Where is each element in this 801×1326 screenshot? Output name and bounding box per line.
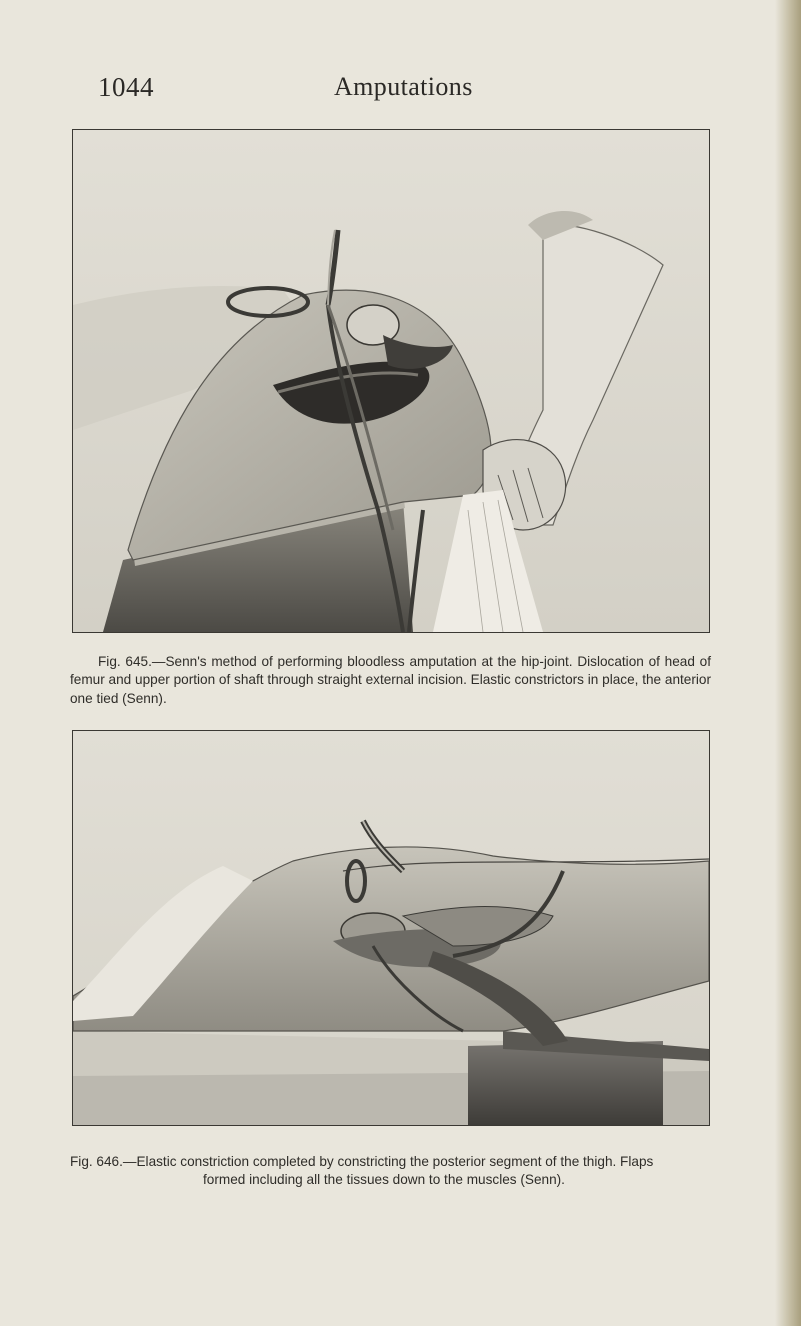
page-header bbox=[98, 72, 801, 108]
running-title: Amputations bbox=[334, 72, 473, 101]
figure-645-caption: Fig. 645.—Senn's method of performing bloodless amputation at the hip-joint. Dislocation of head of femur and upper portion of shaft through straight external incision. Elastic constrictors in place, the anterior one tied (Senn). bbox=[70, 653, 711, 706]
figure-646-illustration bbox=[72, 730, 710, 1126]
figure-646-caption-line2: formed including all the tissues down to the muscles (Senn). bbox=[203, 1172, 565, 1188]
figure-646-caption-line1: Fig. 646.—Elastic constriction completed by constricting the posterior segment of the thigh. Flaps bbox=[70, 1153, 654, 1169]
posterior-constriction-drawing bbox=[73, 731, 709, 1125]
figure-646-caption bbox=[70, 1153, 711, 1190]
hip-amputation-drawing bbox=[73, 130, 709, 632]
figure-645-illustration bbox=[72, 129, 710, 633]
page-edge-shadow bbox=[775, 0, 801, 1326]
page-number: 1044 bbox=[98, 72, 154, 102]
